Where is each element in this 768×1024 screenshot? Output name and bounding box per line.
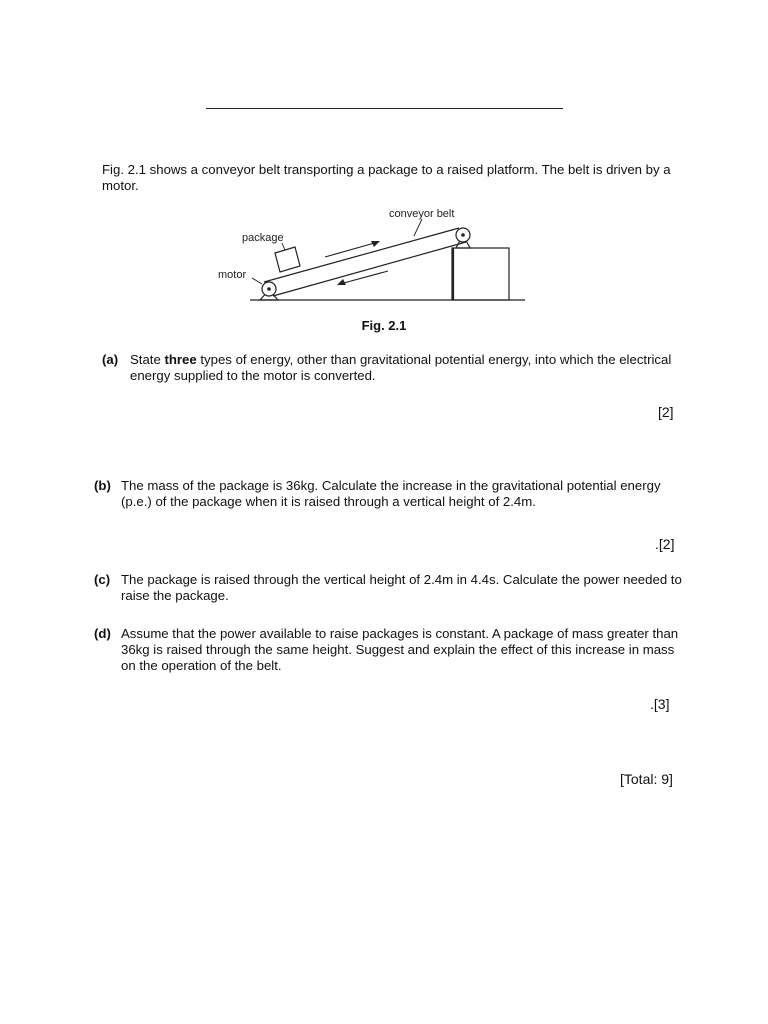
question-letter: (a) [102,352,119,367]
intro-text: Fig. 2.1 shows a conveyor belt transporting a package to a raised platform. The belt is driven by a motor. [102,162,671,193]
question-text: The package is raised through the vertical height of 2.4m in 4.4s. Calculate the power needed to raise the package. [121,572,682,603]
top-rule [206,108,563,109]
raised-platform [452,248,509,300]
question-c [94,572,684,612]
question-letter: (d) [94,626,111,641]
label-motor: motor [218,269,247,281]
label-package: package [242,232,284,244]
question-a [102,352,682,392]
question-letter: (c) [94,572,111,587]
question-letter: (b) [94,478,111,493]
question-b [94,478,684,518]
question-text: Assume that the power available to raise packages is constant. A package of mass greater than 36kg is raised through the same height. Suggest and explain the effect of this increase in mass on the operation of the belt. [121,626,679,673]
question-d [94,626,684,682]
marks-d: .[3] [650,696,670,712]
marks-b: .[2] [655,536,675,552]
question-text: The mass of the package is 36kg. Calculate the increase in the gravitational potential energy (p.e.) of the package when it is raised through a vertical height of 2.4m. [121,478,661,509]
question-text: State three types of energy, other than gravitational potential energy, into which the electrical energy supplied to the motor is converted. [130,352,672,383]
marks-a: [2] [658,404,674,420]
conveyor-belt-diagram [200,200,540,310]
arrow-down [340,271,388,284]
belt-bottom [273,242,466,296]
package-box [275,247,300,272]
figure-caption: Fig. 2.1 [361,318,407,333]
total-marks: [Total: 9] [620,771,673,787]
label-conveyor-belt: conveyor belt [389,208,455,220]
arrow-up [325,242,378,257]
